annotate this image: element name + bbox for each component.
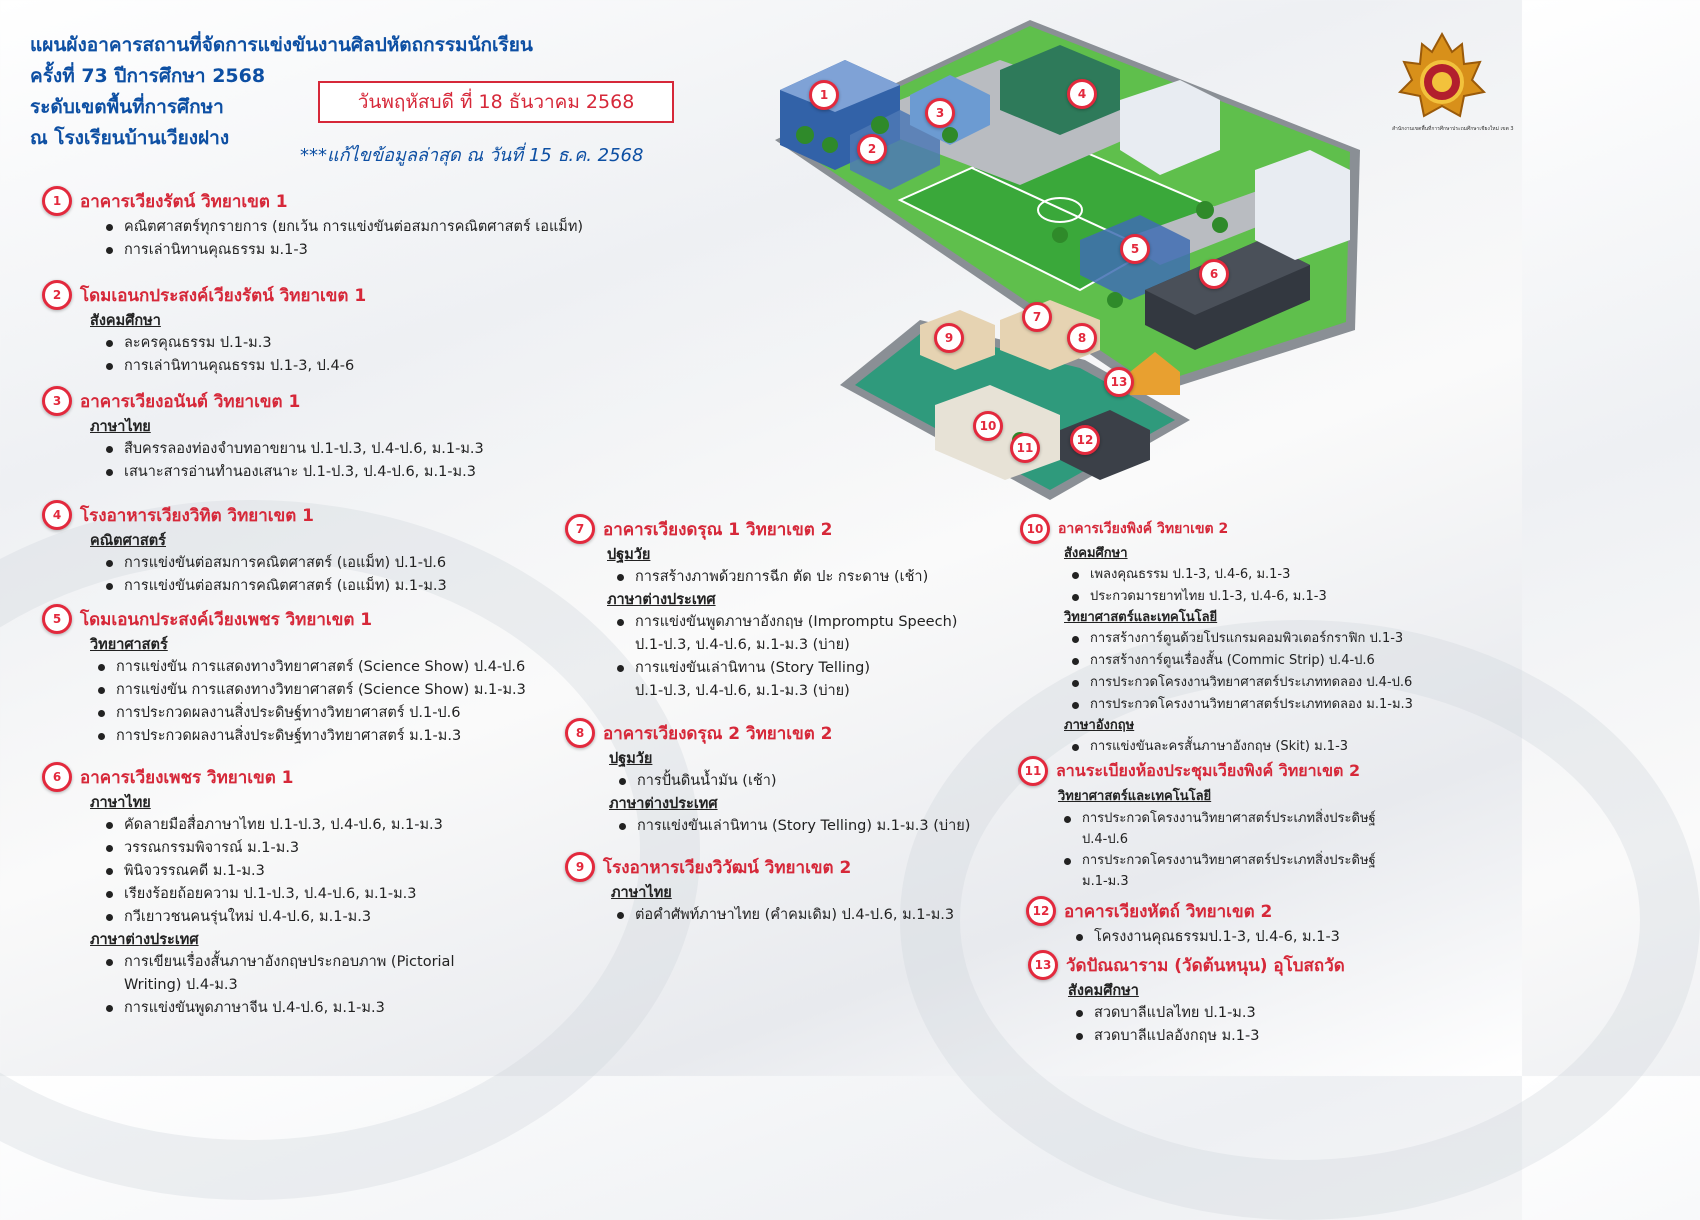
category-label: สังคมศึกษา	[1068, 983, 1139, 999]
list-item: การแข่งขันต่อสมการคณิตศาสตร์ (เอแม็ท) ม.1-ม.3	[102, 575, 447, 598]
list-item: สวดบาลีแปลอังกฤษ ม.1-3	[1072, 1025, 1345, 1048]
list-item: การเล่านิทานคุณธรรม ม.1-3	[102, 239, 583, 262]
list-item: การสร้างภาพด้วยการฉีก ตัด ปะ กระดาษ (เช้า)	[613, 566, 957, 589]
venue-title: อาคารเวียงรัตน์ วิทยาเขต 1	[80, 191, 288, 212]
venue-number: 10	[1020, 514, 1050, 544]
list-item: การประกวดโครงงานวิทยาศาสตร์ประเภทสิ่งประดิษฐ์	[1060, 850, 1376, 871]
list-item: เพลงคุณธรรม ป.1-3, ป.4-6, ม.1-3	[1068, 564, 1413, 586]
venue-section-4	[42, 500, 447, 598]
map-marker-1: 1	[809, 80, 839, 110]
list-item: การประกวดโครงงานวิทยาศาสตร์ประเภทสิ่งประดิษฐ์	[1060, 808, 1376, 829]
venue-number: 5	[42, 604, 72, 634]
last-updated-note: ***แก้ไขข้อมูลล่าสุด ณ วันที่ 15 ธ.ค. 2568	[300, 145, 644, 166]
venue-title: โรงอาหารเวียงวิทิต วิทยาเขต 1	[80, 505, 315, 526]
category-label: วิทยาศาสตร์และเทคโนโลยี	[1058, 789, 1212, 804]
list-item: คณิตศาสตร์ทุกรายการ (ยกเว้น การแข่งขันต่อสมการคณิตศาสตร์ เอแม็ท)	[102, 216, 583, 239]
category-label: ภาษาอังกฤษ	[1064, 718, 1135, 733]
list-item-continued: ป.1-ป.3, ป.4-ป.6, ม.1-ม.3 (บ่าย)	[635, 637, 850, 653]
list-item: การสร้างการ์ตูนเรื่องสั้น (Commic Strip) ป.4-ป.6	[1068, 650, 1413, 672]
venue-title: อาคารเวียงพิงค์ วิทยาเขต 2	[1058, 521, 1229, 537]
venue-title: โดมเอนกประสงค์เวียงเพชร วิทยาเขต 1	[80, 609, 373, 630]
venue-title: อาคารเวียงเพชร วิทยาเขต 1	[80, 767, 294, 788]
list-item: การเขียนเรื่องสั้นภาษาอังกฤษประกอบภาพ (Pictorial	[102, 951, 454, 974]
list-item: การประกวดผลงานสิ่งประดิษฐ์ทางวิทยาศาสตร์ ม.1-ม.3	[94, 725, 526, 748]
event-date: วันพฤหัสบดี ที่ 18 ธันวาคม 2568	[318, 81, 674, 123]
category-label: สังคมศึกษา	[90, 313, 161, 329]
category-label: ปฐมวัย	[607, 547, 651, 563]
list-item-continued: ป.1-ป.3, ป.4-ป.6, ม.1-ม.3 (บ่าย)	[635, 683, 850, 699]
venue-number: 3	[42, 386, 72, 416]
list-item: โครงงานคุณธรรมป.1-3, ป.4-6, ม.1-3	[1072, 926, 1340, 949]
category-label: ภาษาไทย	[611, 885, 672, 901]
office-seal-logo	[1392, 30, 1514, 132]
category-label: ภาษาต่างประเทศ	[607, 592, 716, 608]
venue-section-9	[565, 852, 954, 927]
list-item-continued: ม.1-ม.3	[1082, 874, 1129, 889]
category-label: ภาษาไทย	[90, 419, 151, 435]
list-item: การแข่งขันเล่านิทาน (Story Telling) ม.1-ม.3 (บ่าย)	[615, 815, 970, 838]
list-item: สวดบาลีแปลไทย ป.1-ม.3	[1072, 1002, 1345, 1025]
list-item-continued: ป.4-ป.6	[1082, 832, 1129, 847]
venue-number: 4	[42, 500, 72, 530]
category-label: สังคมศึกษา	[1064, 546, 1128, 561]
venue-number: 6	[42, 762, 72, 792]
logo-caption: สำนักงานเขตพื้นที่การศึกษาประถมศึกษาเชียงใหม่ เขต 3	[1392, 126, 1514, 132]
venue-section-6	[42, 762, 454, 1020]
venue-section-2	[42, 280, 366, 378]
venue-number: 11	[1018, 756, 1048, 786]
map-marker-6: 6	[1199, 259, 1229, 289]
venue-number: 1	[42, 186, 72, 216]
category-label: คณิตศาสตร์	[90, 533, 166, 549]
map-marker-3: 3	[925, 98, 955, 128]
list-item: การสร้างการ์ตูนด้วยโปรแกรมคอมพิวเตอร์กราฟิก ป.1-3	[1068, 628, 1413, 650]
list-item: ประกวดมารยาทไทย ป.1-3, ป.4-6, ม.1-3	[1068, 586, 1413, 608]
map-marker-8: 8	[1067, 323, 1097, 353]
venue-title: วัดปัณณาราม (วัดต้นหนุน) อุโบสถวัด	[1066, 955, 1345, 976]
list-item: คัดลายมือสื่อภาษาไทย ป.1-ป.3, ป.4-ป.6, ม.1-ม.3	[102, 814, 454, 837]
venue-section-10	[1020, 514, 1413, 758]
list-item: การแข่งขันพูดภาษาอังกฤษ (Impromptu Speech)	[613, 611, 957, 634]
list-item: เสนาะสารอ่านทำนองเสนาะ ป.1-ป.3, ป.4-ป.6, ม.1-ม.3	[102, 461, 484, 484]
category-label: ภาษาต่างประเทศ	[90, 932, 199, 948]
map-marker-13: 13	[1104, 367, 1134, 397]
venue-title: โดมเอนกประสงค์เวียงรัตน์ วิทยาเขต 1	[80, 285, 367, 306]
category-label: ภาษาไทย	[90, 795, 151, 811]
list-item: สืบครรลองท่องจำบทอาขยาน ป.1-ป.3, ป.4-ป.6, ม.1-ม.3	[102, 438, 484, 461]
list-item: กวีเยาวชนคนรุ่นใหม่ ป.4-ป.6, ม.1-ม.3	[102, 906, 454, 929]
venue-section-8	[565, 718, 970, 838]
list-item: ต่อคำศัพท์ภาษาไทย (คำคมเดิม) ป.4-ป.6, ม.1-ม.3	[613, 904, 954, 927]
isometric-school-map	[700, 0, 1380, 510]
list-item: การประกวดโครงงานวิทยาศาสตร์ประเภททดลอง ม.1-ม.3	[1068, 694, 1413, 716]
map-marker-7: 7	[1022, 302, 1052, 332]
map-marker-11: 11	[1010, 433, 1040, 463]
venue-title: อาคารเวียงดรุณ 1 วิทยาเขต 2	[603, 519, 833, 540]
list-item: การแข่งขันละครสั้นภาษาอังกฤษ (Skit) ม.1-3	[1068, 736, 1413, 758]
list-item: การเล่านิทานคุณธรรม ป.1-3, ป.4-6	[102, 355, 366, 378]
category-label: ปฐมวัย	[609, 751, 653, 767]
list-item: การแข่งขัน การแสดงทางวิทยาศาสตร์ (Science Show) ม.1-ม.3	[94, 679, 526, 702]
venue-number: 12	[1026, 896, 1056, 926]
map-marker-10: 10	[973, 411, 1003, 441]
map-marker-5: 5	[1120, 234, 1150, 264]
venue-title: อาคารเวียงดรุณ 2 วิทยาเขต 2	[603, 723, 833, 744]
title-line: ณ โรงเรียนบ้านเวียงฝาง	[30, 127, 230, 149]
venue-section-7	[565, 514, 957, 703]
list-item: การแข่งขัน การแสดงทางวิทยาศาสตร์ (Science Show) ป.4-ป.6	[94, 656, 526, 679]
venue-number: 7	[565, 514, 595, 544]
list-item: การประกวดโครงงานวิทยาศาสตร์ประเภททดลอง ป.4-ป.6	[1068, 672, 1413, 694]
venue-number: 8	[565, 718, 595, 748]
venue-section-12	[1026, 896, 1340, 949]
category-label: วิทยาศาสตร์และเทคโนโลยี	[1064, 610, 1218, 625]
venue-title: อาคารเวียงอนันต์ วิทยาเขต 1	[80, 391, 301, 412]
list-item: การแข่งขันพูดภาษาจีน ป.4-ป.6, ม.1-ม.3	[102, 997, 454, 1020]
list-item: เรียงร้อยถ้อยความ ป.1-ป.3, ป.4-ป.6, ม.1-ม.3	[102, 883, 454, 906]
category-label: ภาษาต่างประเทศ	[609, 796, 718, 812]
map-marker-4: 4	[1067, 79, 1097, 109]
map-marker-12: 12	[1070, 425, 1100, 455]
list-item-continued: Writing) ป.4-ม.3	[124, 977, 238, 993]
venue-section-11	[1018, 756, 1376, 892]
venue-title: อาคารเวียงหัตถ์ วิทยาเขต 2	[1064, 901, 1273, 922]
list-item: วรรณกรรมพิจารณ์ ม.1-ม.3	[102, 837, 454, 860]
list-item: การแข่งขันต่อสมการคณิตศาสตร์ (เอแม็ท) ป.1-ป.6	[102, 552, 447, 575]
venue-number: 2	[42, 280, 72, 310]
list-item: การปั้นดินน้ำมัน (เช้า)	[615, 770, 970, 793]
category-label: วิทยาศาสตร์	[90, 637, 168, 653]
list-item: พินิจวรรณคดี ม.1-ม.3	[102, 860, 454, 883]
venue-title: ลานระเบียงห้องประชุมเวียงพิงค์ วิทยาเขต 2	[1056, 760, 1361, 780]
venue-section-13	[1028, 950, 1345, 1048]
list-item: การประกวดผลงานสิ่งประดิษฐ์ทางวิทยาศาสตร์ ป.1-ป.6	[94, 702, 526, 725]
title-line: ครั้งที่ 73 ปีการศึกษา 2568	[30, 65, 266, 87]
list-item: ละครคุณธรรม ป.1-ม.3	[102, 332, 366, 355]
map-marker-2: 2	[857, 134, 887, 164]
venue-number: 13	[1028, 950, 1058, 980]
venue-title: โรงอาหารเวียงวิวัฒน์ วิทยาเขต 2	[603, 857, 852, 878]
venue-section-3	[42, 386, 484, 484]
venue-section-1	[42, 186, 583, 262]
title-line: ระดับเขตพื้นที่การศึกษา	[30, 96, 224, 118]
list-item: การแข่งขันเล่านิทาน (Story Telling)	[613, 657, 957, 680]
venue-number: 9	[565, 852, 595, 882]
map-marker-9: 9	[934, 323, 964, 353]
title-line: แผนผังอาคารสถานที่จัดการแข่งขันงานศิลปหัตถกรรมนักเรียน	[30, 34, 533, 56]
venue-section-5	[42, 604, 526, 748]
